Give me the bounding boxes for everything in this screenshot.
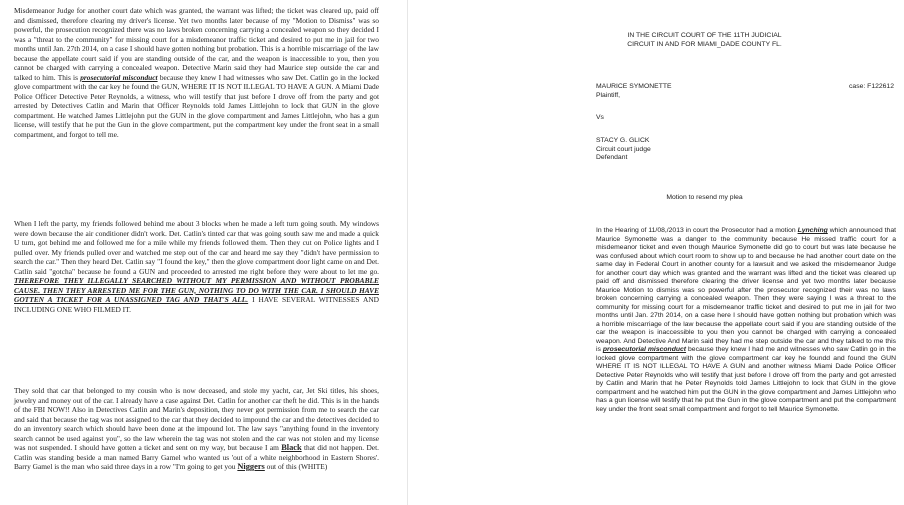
defendant-block: [596, 137, 651, 163]
motion-title: Motion to resend my plea: [666, 194, 743, 201]
paragraph-3-text-continued: that did not happen. Det. Catlin was standing beside a man named Barry Gamel who wanted us 'out of a white neighborhood in Eastern Shores'. Barry Gamel is the man who said three days in a row "I'm going to get you: [14, 443, 379, 471]
motion-page-right: [505, 0, 904, 505]
case-number: case: F122612: [849, 83, 894, 90]
lynching-phrase: Lynching: [797, 227, 828, 234]
paragraph-3-text-end: out of this (WHITE): [264, 462, 328, 471]
prosecutorial-misconduct-phrase-right: prosecutorial misconduct: [602, 346, 687, 353]
paragraph-2: [14, 219, 379, 314]
letter-page-left: [0, 0, 395, 505]
plaintiff-role: Plaintiff,: [596, 91, 621, 99]
defendant-title: Circuit court judge: [596, 145, 651, 153]
court-heading: [505, 32, 904, 49]
motion-body-text-end: because they knew I had me and witnesses who saw Catlin go in the locked glove compartment with the glove compartment car key he foundd and found the GUN WHERE IT IS NOT ILLEGAL TO HAVE A GUN and another witness Miami Dade Police Officer Detective Peter Reynolds who will testify that just before I drove off from the party and got arrested by Catlin and Marin that he Peter Reynolds told James Littlejohn to lock that GUN in the glove compartment and he watched him put the GUN in the glove compartment and James Littlejohn who has a gun license will testify that he put the Gun in the glove compartment and put the compartment key under the front seat small compartment and forgot to tell Maurice Symonette.: [596, 346, 896, 413]
plaintiff-block: [596, 83, 672, 100]
emphasized-word-black: Black: [281, 443, 302, 452]
page-gutter-divider: [407, 0, 408, 505]
paragraph-1-text: Misdemeanor Judge for another court date which was granted, the warrant was lifted; the ticket was cleared up, paid off and dismissed, therefore clearing my driver's license. Yet two months later because of my "Motion to Dismiss" was so powerful, the prosecution recognized there was no laws broken concerning carrying a concealed weapon so they decided I was a "threat to the community" for missing court for a misdemeanor traffic ticket and desired to put me in jail for two months until Jan. 27th 2014, on a case I should have gotten nothing but probation. This is a horrible miscarriage of the law because the appellate court said if you are standing outside of the car, and the weapon is inaccessible to you, then you cannot be charged with carrying a concealed weapon. Detective Marin said they had Maurice step outside the car and talked to him. This is: [14, 6, 379, 82]
paragraph-3: [14, 386, 379, 472]
paragraph-3-text: They sold that car that belonged to my cousin who is now deceased, and stole my yacht, car, Jet Ski titles, his shoes, jewelry and money out of the car. I already have a case against Det. Catlin for another car theft he did. This is in the hands of the FBI NOW!! Also in Detectives Catlin and Marin's deposition, they never got permission from me to search the car and said that because the tag was not assigned to the car that they decided to impound the car and the detectives decided to do an inventory search which should have been done at the impound lot. The law says "anything found in the inventory search cannot be used against you", so the law wherein the tag was not stolen and the car was not stolen and my license was not suspended. I should have gotten a ticket and sent on my way, but because I am: [14, 386, 379, 452]
plaintiff-name: MAURICE SYMONETTE: [596, 83, 672, 90]
court-heading-line-2: CIRCUIT IN AND FOR MIAMI_DADE COUNTY FL.: [627, 40, 782, 48]
motion-body-text-continued: which announced that Maurice Symonette was a danger to the community because He missed traffic court for a misdemeanor ticket and even though Maurice Symonette did go to court but was late because he was confused about which court room to show up to and because he had another court date on the same day in Federal Court in another county for a lawsuit and we asked the misdemeanor Judge for another court day which was granted and the warrant was lifted and the ticket was cleared up paid off and dismissed therefore clearing the driver license and yet two months later because Maurice Motion to dismiss was so powerful after the prosecutor recognized their was no laws broken concerning carrying a concealed weapon. Then they were saying I was a threat to the community for missing court for a misdemeanor traffic ticket and desired to put me in jail for two months until Jan. 27th 2014, on a case here I should have gotten nothing but probation which was a horrible miscarriage of the law because the appellate court said if you are standing outside of the car the weapon is inaccessible to you then you cannot be charged with carrying a concealed weapon. And Detective And Marin said they had me step outside the car and they talked to me this is: [596, 227, 896, 353]
defendant-name: STACY G. GLICK: [596, 137, 650, 144]
defendant-role: Defendant: [596, 154, 628, 161]
illegal-search-statement: THEREFORE THEY ILLEGALLY SEARCHED WITHOUT MY PERMISSION AND WITHOUT PROBABLE CAUSE. THEN THEY ARRESTED ME FOR THE GUN, NOTHING TO DO WITH THE CAR. I SHOULD HAVE GOTTEN A TICKET FOR A UNASSIGNED TAG AND THAT'S ALL.: [14, 276, 379, 304]
motion-body-text: In the Hearing of 11/08,/2013 in court the Prosecutor had a motion: [596, 227, 798, 234]
paragraph-1-text-continued: because they knew I had witnesses who saw Det. Catlin go in the locked glove compartment with the car key he found the GUN, WHERE IT IS NOT ILLEGAL TO HAVE A GUN. A Miami Dade Police Officer Detective Peter Reynolds, a witness, who will testify that just before I drove off from the party and got arrested by Detectives Catlin and Marin that Officer Reynolds told James Littlejohn to lock that GUN in the glove compartment. He watched James Littlejohn put the GUN in the glove compartment and James Littlejohn, who has a gun license, will testify that he put the Gun in the glove compartment, put the compartment key under the front seat in a small compartment, and forgot to tell me.: [14, 72, 379, 139]
prosecutorial-misconduct-phrase: prosecutorial misconduct: [80, 72, 158, 82]
versus-label: Vs: [596, 114, 604, 121]
court-heading-line-1: IN THE CIRCUIT COURT OF THE 11TH JUDICIAL: [627, 32, 782, 39]
emphasized-word-slur: Niggers: [237, 462, 265, 471]
paragraph-2-text-continued: I HAVE SEVERAL WITNESSES AND INCLUDING ONE WHO FILMED IT.: [14, 295, 379, 314]
paragraph-2-text: When I left the party, my friends followed behind me about 3 blocks when he made a left turn going south. My windows were down because the air conditioner didn't work. Det. Catlin's tinted car that was going south saw me and made a quick U turn, got behind me and followed me for a mile while my friends followed them. Then they cut on Police lights and I pulled over. My friends pulled over and watched me step out of the car and heard me say they "didn't have permission to search the car." Then they heard Det. Catlin say "I found the key," then the glove compartment door light came on and Det. Catlin said "gotcha" because he found a GUN and proceeded to arrested me right before they were about to let me go.: [14, 219, 379, 276]
paragraph-1: [14, 6, 379, 139]
motion-body: [596, 227, 896, 414]
